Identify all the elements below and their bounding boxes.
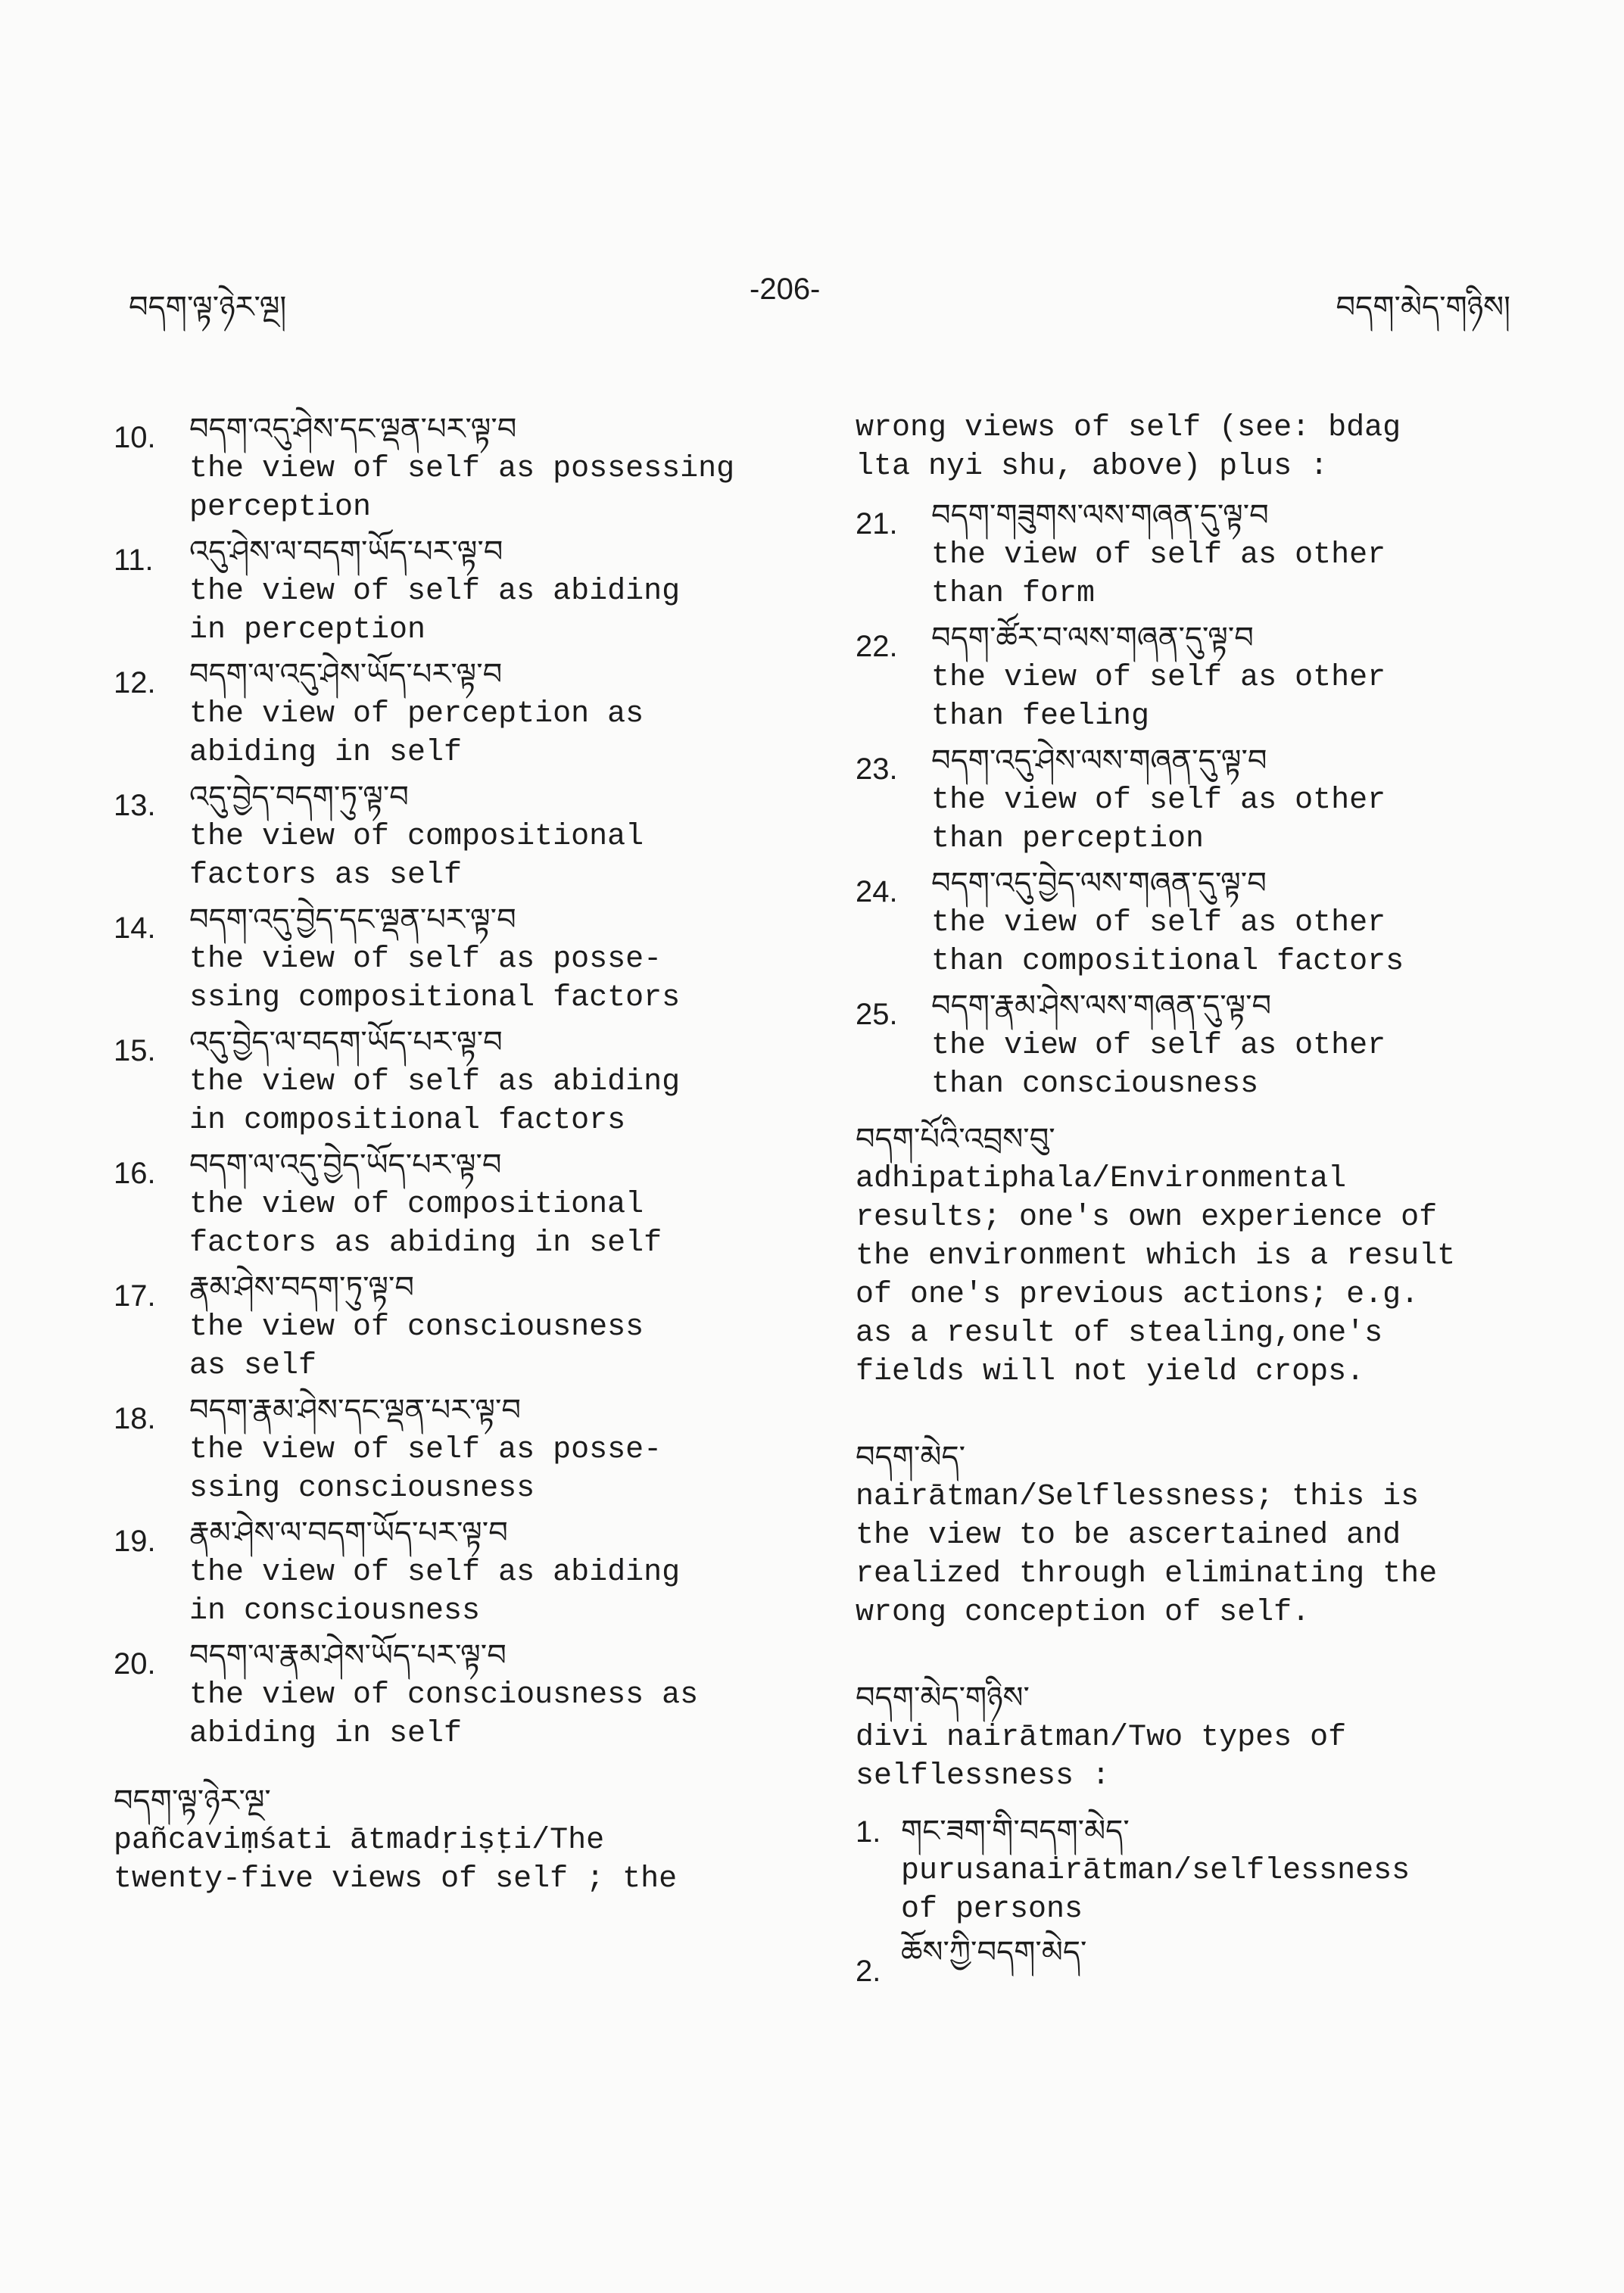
entry-number: 12. bbox=[114, 666, 156, 699]
english-gloss: the view of self as other than compositional factors bbox=[931, 906, 1404, 979]
english-gloss: purusanairātman/selflessness of persons bbox=[901, 1854, 1410, 1927]
list-item bbox=[856, 618, 1522, 736]
list-item bbox=[114, 409, 810, 527]
tibetan-term: བདག་ལ་རྣམ་ཤེས་ཡོད་པར་ལྟ་བ bbox=[189, 1638, 507, 1673]
tibetan-term: ཆོས་ཀྱི་བདག་མེད་ bbox=[901, 1935, 1087, 1970]
tibetan-term: བདག་འདུ་ཤེས་ལས་གཞན་དུ་ལྟ་བ bbox=[931, 743, 1267, 778]
entry-number: 2. bbox=[856, 1955, 881, 1988]
entry-number: 23. bbox=[856, 752, 898, 786]
definition-text: divi nairātman/Two types of selflessness : bbox=[856, 1721, 1347, 1793]
list-item bbox=[114, 899, 810, 1017]
tibetan-headword: བདག་ལྟ་ཉེར་ལྔ་ bbox=[114, 1784, 271, 1818]
list-item bbox=[114, 1635, 810, 1753]
entry-number: 21. bbox=[856, 507, 898, 541]
tibetan-headword: བདག་མེད་གཉིས་ bbox=[856, 1681, 1030, 1715]
continuation-text: wrong views of self (see: bdag lta nyi shu, above) plus : bbox=[856, 411, 1401, 484]
english-gloss: the view of self as abiding in perception bbox=[189, 575, 681, 647]
list-item bbox=[114, 531, 810, 650]
tibetan-term: བདག་འདུ་བྱེད་དང་ལྡན་པར་ལྟ་བ bbox=[189, 902, 516, 937]
entry-number: 20. bbox=[114, 1647, 156, 1681]
definition-text: pañcaviṃśati ātmadṛiṣṭi/The twenty-five views of self ; the bbox=[114, 1824, 678, 1896]
tibetan-term: རྣམ་ཤེས་བདག་ཏུ་ལྟ་བ bbox=[189, 1270, 414, 1305]
running-head-right: བདག་མེད་གཉིས། bbox=[1336, 293, 1510, 327]
definition-text: adhipatiphala/Environmental results; one's own experience of the environment which is a result of one's previous actions; e.g. as a result of stealing,one's fields will not yield crops. bbox=[856, 1162, 1456, 1389]
entry-number: 13. bbox=[114, 789, 156, 822]
entry-number: 16. bbox=[114, 1157, 156, 1190]
tibetan-term: འདུ་བྱེད་ལ་བདག་ཡོད་པར་ལྟ་བ bbox=[189, 1025, 503, 1060]
list-item bbox=[856, 1811, 1522, 1929]
list-item bbox=[114, 1145, 810, 1263]
list-item bbox=[856, 986, 1522, 1104]
page-number: -206- bbox=[750, 273, 821, 306]
glossary-entry bbox=[856, 1437, 1522, 1632]
entry-number: 19. bbox=[114, 1525, 156, 1558]
entry-number: 14. bbox=[114, 911, 156, 945]
entry-number: 25. bbox=[856, 998, 898, 1031]
list-item bbox=[856, 1932, 1522, 1988]
english-gloss: the view of compositional factors as self bbox=[189, 820, 644, 893]
list-item bbox=[114, 1022, 810, 1140]
english-gloss: the view of consciousness as self bbox=[189, 1310, 644, 1383]
list-item bbox=[856, 863, 1522, 981]
list-item bbox=[114, 1390, 810, 1508]
glossary-entry bbox=[114, 1781, 810, 1899]
tibetan-term: བདག་ལ་འདུ་བྱེད་ཡོད་པར་ལྟ་བ bbox=[189, 1148, 502, 1182]
english-gloss: the view of perception as abiding in self bbox=[189, 697, 644, 770]
entry-number: 15. bbox=[114, 1034, 156, 1067]
tibetan-term: བདག་གཟུགས་ལས་གཞན་དུ་ལྟ་བ bbox=[931, 498, 1269, 533]
english-gloss: the view of self as abiding in compositional factors bbox=[189, 1065, 681, 1138]
tibetan-term: བདག་རྣམ་ཤེས་ལས་གཞན་དུ་ལྟ་བ bbox=[931, 989, 1272, 1023]
tibetan-term: བདག་ལ་འདུ་ཤེས་ཡོད་པར་ལྟ་བ bbox=[189, 657, 503, 692]
english-gloss: the view of self as other than feeling bbox=[931, 661, 1386, 734]
list-item bbox=[114, 654, 810, 772]
tibetan-term: བདག་ཚོར་བ་ལས་གཞན་དུ་ལྟ་བ bbox=[931, 621, 1254, 656]
tibetan-term: བདག་འདུ་ཤེས་དང་ལྡན་པར་ལྟ་བ bbox=[189, 412, 517, 447]
tibetan-term: རྣམ་ཤེས་ལ་བདག་ཡོད་པར་ལྟ་བ bbox=[189, 1516, 508, 1550]
tibetan-term: བདག་རྣམ་ཤེས་དང་ལྡན་པར་ལྟ་བ bbox=[189, 1393, 521, 1428]
glossary-entry bbox=[856, 1119, 1522, 1391]
tibetan-term: འདུ་བྱེད་བདག་ཏུ་ལྟ་བ bbox=[189, 780, 409, 815]
english-gloss: the view of self as other than consciousness bbox=[931, 1029, 1386, 1101]
entry-number: 24. bbox=[856, 875, 898, 908]
tibetan-term: བདག་འདུ་བྱེད་ལས་གཞན་དུ་ལྟ་བ bbox=[931, 866, 1267, 901]
running-head-left: བདག་ལྟ་ཉེར་ལྔ། bbox=[129, 293, 287, 327]
tibetan-headword: བདག་པོའི་འབྲས་བུ་ bbox=[856, 1122, 1055, 1157]
tibetan-term: འདུ་ཤེས་ལ་བདག་ཡོད་པར་ལྟ་བ bbox=[189, 534, 503, 569]
list-item bbox=[114, 777, 810, 895]
entry-number: 11. bbox=[114, 544, 154, 577]
left-column bbox=[114, 409, 810, 1899]
english-gloss: the view of compositional factors as abiding in self bbox=[189, 1188, 662, 1260]
entry-number: 17. bbox=[114, 1279, 156, 1313]
entry-number: 1. bbox=[856, 1815, 881, 1849]
list-item bbox=[114, 1267, 810, 1385]
english-gloss: the view of self as possessing perception bbox=[189, 452, 735, 525]
tibetan-term: གང་ཟག་གི་བདག་མེད་ bbox=[901, 1814, 1130, 1849]
list-item bbox=[856, 740, 1522, 858]
english-gloss: the view of self as posse- ssing consciousness bbox=[189, 1433, 662, 1506]
tibetan-headword: བདག་མེད་ bbox=[856, 1440, 965, 1475]
english-gloss: the view of self as other than perception bbox=[931, 784, 1386, 856]
english-gloss: the view of consciousness as abiding in self bbox=[189, 1678, 699, 1751]
english-gloss: the view of self as abiding in consciousness bbox=[189, 1556, 681, 1628]
english-gloss: the view of self as other than form bbox=[931, 538, 1386, 611]
english-gloss: the view of self as posse- ssing compositional factors bbox=[189, 942, 681, 1015]
entry-number: 22. bbox=[856, 630, 898, 663]
definition-text: nairātman/Selflessness; this is the view to be ascertained and realized through eliminating the wrong conception of self. bbox=[856, 1480, 1438, 1630]
glossary-entry bbox=[856, 1678, 1522, 1796]
right-column bbox=[856, 409, 1522, 1988]
entry-number: 10. bbox=[114, 421, 156, 454]
list-item bbox=[114, 1513, 810, 1631]
list-item bbox=[856, 495, 1522, 613]
entry-number: 18. bbox=[114, 1402, 156, 1435]
